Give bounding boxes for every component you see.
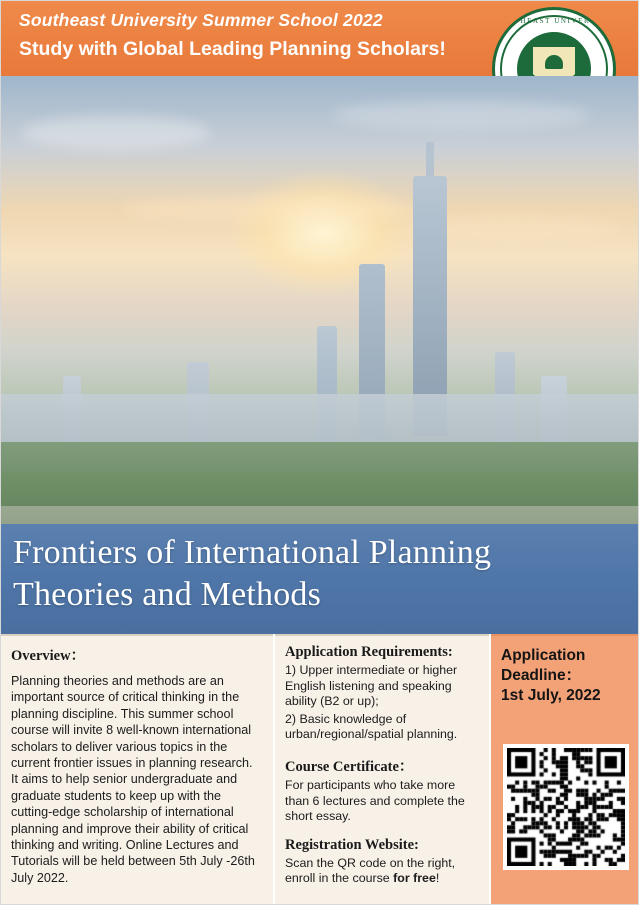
- course-title-block: [1, 524, 639, 634]
- bottom-panels: [1, 634, 639, 905]
- overview-heading: Overview：: [11, 648, 86, 664]
- seal-outer-text: SOUTHEAST UNIVERSITY: [495, 17, 613, 25]
- cloud: [121, 196, 421, 222]
- overview-paragraph: Planning theories and methods are an important source of critical thinking in the planning discipline. This summer school course will invite 8 well-known international scholars to deliver various topics in the current frontier issues in planning research. It aims to help senior undergraduate and graduate students to keep up with the cutting-edge scholarship of international planning and improve their ability of critical thinking and writing. Online Lectures and Tutorials will be held between 5th July -26th July 2022.: [11, 674, 255, 885]
- certificate-text: For participants who take more than 6 lectures and complete the short essay.: [285, 777, 465, 824]
- header-subtitle: Southeast University Summer School 2022: [19, 10, 383, 30]
- cloud: [21, 116, 211, 150]
- requirements-block: [285, 644, 479, 743]
- registration-qr-code[interactable]: [503, 744, 629, 870]
- deadline-panel: [491, 634, 639, 905]
- certificate-heading: Course Certificate：: [285, 758, 414, 775]
- requirements-heading: Application Requirements:: [285, 644, 453, 660]
- registration-text-before: Scan the QR code on the right, enroll in the course: [285, 855, 456, 886]
- deadline-label: Application Deadline：: [501, 647, 586, 684]
- registration-heading: Registration Website:: [285, 836, 419, 853]
- header-title: Study with Global Leading Planning Scholars!: [19, 38, 446, 60]
- deadline-date: 1st July, 2022: [501, 687, 601, 704]
- course-title-line-2: Theories and Methods: [13, 576, 322, 613]
- registration-text-emphasis: for free: [393, 871, 436, 886]
- low-rise-district: [1, 506, 639, 524]
- course-title-line-1: Frontiers of International Planning: [13, 534, 492, 571]
- certificate-block: [285, 755, 479, 825]
- overview-body: [11, 673, 261, 886]
- cloud: [331, 100, 591, 130]
- registration-text: [285, 856, 479, 887]
- registration-text-after: !: [435, 871, 440, 886]
- details-panel: [275, 634, 489, 905]
- requirements-item-2: 2) Basic knowledge of urban/regional/spatial planning.: [285, 711, 458, 742]
- overview-panel: [1, 634, 273, 905]
- registration-block: [285, 837, 479, 887]
- qr-canvas: [507, 748, 625, 866]
- skyline-photo: [1, 76, 639, 524]
- requirements-item-1: 1) Upper intermediate or higher English listening and speaking ability (B2 or up);: [285, 663, 458, 709]
- sun-glow: [233, 172, 413, 292]
